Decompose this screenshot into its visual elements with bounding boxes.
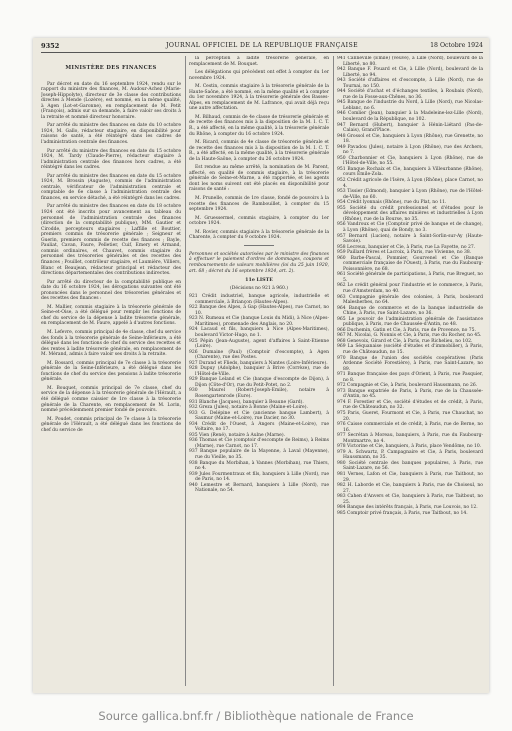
list-entry: 935 Vien (René), notaire à Aulne (Marne). — [189, 432, 286, 438]
list-entry: 956 Vandroux et Cie (Comptoir privé de banque et de change), à Lyon (Rhône), quai de Bondy, no 3. — [337, 222, 483, 233]
list-entry: 977 Secrétan à Moreau, banquiers, à Paris, rue du Faubourg-Montmartre, no 4. — [337, 433, 483, 444]
paragraph: M. Ricard, commis de 4e classe de trésorerie générale et de recette des finances mis à la disposition de la M. I. C. T. R., a été affecté, en la même qualité, à la trésorerie générale de la Haute-Saône, à compter du 26 octobre 1924. — [189, 140, 329, 162]
list-entry: 933 G. Delépine et Cie (ancienne banque Lambert), à Saumur (Maine-et-Loire), rue Dacier, no 30. — [189, 410, 329, 422]
list-entry: 973 Banque expatriée de Paris, à Paris, rue de la Chaussée-d'Antin, no 45. — [337, 388, 483, 400]
list-entry: 952 Crédit agricole de l'Isère, à Lyon (Rhône), place Carnot, no 4. — [337, 178, 483, 189]
list-entry: 965 Le pouvoir de l'administration générale de l'assistance publique, à Paris, rue de Chaussée-d'Antin, no 48. — [337, 316, 483, 328]
source-caption: Source gallica.bnf.fr / Bibliothèque nationale de France — [98, 709, 414, 723]
list-entry: 921 Crédit industriel, banque agricole, industrielle et commerciale, à Briançon (Hautes-Alpes). — [189, 294, 329, 305]
list-entry: 947 Bernard (Hubert), banquier à Hénin-Liétard (Pas-de-Calais), Grand'Place. — [337, 122, 483, 134]
list-entry: 941 Canneville (Émile) (veuve), à Lille (Nord), boulevard de la Liberté, no 80. — [337, 56, 483, 67]
list-entry: 949 Pavadou (Jules), notaire à Lyon (Rhône), rue des Archers, no 7. — [337, 144, 483, 156]
list-entry: 939 Jules Fourmentraux et fils, banquiers à Lille (Nord), rue de Paris, no 14. — [189, 471, 329, 483]
list-entry: 928 Dupuy (Adolphe), banquier à Brive (Corrèze), rue de l'Hôtel-de-Ville. — [189, 366, 329, 377]
page-number: 9352 — [41, 42, 60, 50]
list-entry: 923 N. Rumeau et Cie (banque Louis du Midi), à Nice (Alpes-Maritimes), promenade des Anglais, no 20. — [189, 316, 329, 327]
list-entry: 926 Dumaine (Paul) (Comptoir d'escompte), à Agen (Charente), rue des Postes. — [189, 349, 329, 361]
paragraph: M. Lefevre, commis principal de 4e classe, chef du service des fonds à la trésorerie générale de Seine-Inférieure, a été délégué dans les fonctions de chef du service des recettes et des rentes à ladite trésorerie générale, en remplacement de M. Mérand, admis à faire valoir ses droits à la retraite. — [41, 329, 181, 358]
list-entry: 969 La Séquanaise (société d'études et d'immobilier), à Paris, rue de Châteaudun, no 15. — [337, 344, 483, 355]
list-title: 11e LISTE — [245, 277, 273, 284]
list-entry: 974 F. Forestier et Cie, société d'études et de crédit, à Paris, rue de Châteaudun, no 32. — [337, 399, 483, 411]
list-entry: 945 Banque de l'industrie du Nord, à Lille (Nord), rue Nicolas-Leblanc, no 6. — [337, 100, 483, 111]
list-entry: 971 Banque française des pays d'Orient, à Paris, rue Pasquier, no 8. — [337, 372, 483, 383]
subsection-title: Personnes et sociétés autorisées par le ministre des finances à effectuer le paiement d'ordres de dommages, coupons et remboursements de valeurs mobilières (loi du 25 juin 1920, art. 68 ; décret du 16 septembre 1924, art. 2). — [189, 251, 329, 274]
list-entry: 922 Banque des Alpes, à Gap (Hautes-Alpes), rue Carnot, no 10. — [189, 305, 329, 316]
list-entry: 932 Greza (Jules), notaire à Bonne (Maine-et-Loire). — [189, 405, 308, 411]
list-entry: 950 Charbonnier et Cie, banquiers à Lyon (Rhône), rue de l'Hôtel-de-Ville, no 55. — [337, 155, 483, 167]
list-entry: 967 M. Nicolai, G. Nonnis et Cie, à Paris, rue du Rocher, no 45. — [337, 333, 482, 339]
column-1 — [41, 56, 181, 686]
list-entry: 976 Caisse commerciale et de crédit, à Paris, rue de Berne, no 16. — [337, 422, 483, 433]
list-entry: 940 Lemestre et Bernard, banquiers à Lille (Nord), rue Nationale, no 54. — [189, 482, 329, 494]
entry-list — [337, 56, 483, 516]
list-entry: 948 Grossol et Cie, banquiers à Lyon (Rhône), rue Grenette, no 18. — [337, 133, 483, 145]
paragraph: Par décret en date du 16 septembre 1924, rendu sur le rapport du ministre des finances, M. Audour-Achez (Marie-Joseph-Hippolyte), directeur de 3e classe des contributions directes à Mende (Lozère), est nommé, en la même qualité, à Agen (Lot-et-Garonne), en remplacement de M. Petit (François), admis sur sa demande, à faire valoir ses droits à la retraite et nommé directeur honoraire. — [41, 81, 181, 120]
paragraph: M. Rovier, commis stagiaire à la trésorerie générale de la Charente, à compter du 9 octobre 1924. — [189, 229, 329, 241]
paragraph: Les délégations qui précèdent ont effet à compter du 1er novembre 1924. — [189, 70, 329, 81]
list-entry: 958 Lecreux, banquier et Cie, à Paris, rue La Fayette, no 27. — [337, 244, 476, 250]
paragraph: Par arrêté du directeur de la comptabilité publique en date du 16 octobre 1924, les dérogations suivantes ont été prononcées dans le personnel des trésoreries générales et des recettes des finances : — [41, 279, 181, 302]
list-entry: 927 Durand et Flieds, banquiers à Nantes (Loire-Inférieure). — [189, 360, 328, 366]
header-rule — [41, 52, 483, 53]
section-title: MINISTÈRE DES FINANCES — [65, 65, 157, 71]
list-entry: 942 Banque F. Pouard et Cie, à Lille (Nord), boulevard de la Liberté, no 94. — [337, 67, 483, 78]
list-entry: 934 Crédit de l'Ouest, à Angers (Maine-et-Loire), rue Voltaire, no 17. — [189, 421, 329, 433]
list-entry: 960 Barbe-Pascal, Pommier, Gourvenel et Cie (Banque commerciale française de l'Ouest), à Paris, rue du Faubourg-Poissonnière, no 68. — [337, 255, 483, 272]
paragraph: Par arrêté du ministre des finances en date du 15 octobre 1924, M. Brossin (Auguste), commis de l'administration centrale, vérificateur de l'administration centrale et comptable de 6e classe à l'administration centrale des finances, en service détaché, a été réintégré dans les cadres. — [41, 173, 181, 201]
list-entry: 963 Compagnie générale des colonies, à Paris, boulevard Malesherbes, no 64. — [337, 294, 483, 306]
list-entry: 982 H. Laborde et Cie, banquiers à Paris, rue de Choiseul, no 27. — [337, 483, 483, 494]
column-divider — [333, 56, 334, 686]
list-entry: 980 Société centrale des banques populaires, à Paris, rue Saint-Lazare, no 56. — [337, 460, 483, 472]
paragraph: la perception à ladite trésorerie générale, en remplacement de M. Bouquet. — [189, 56, 329, 67]
paragraph: M. Bilhaud, commis de 4e classe de trésorerie générale et de recette des finances mis à la disposition de la M. I. C. T. R., a été affecté, en la même qualité, à la trésorerie générale du Rhône, à compter du 16 octobre 1924. — [189, 114, 329, 137]
list-entry: 972 Compagnie et Cie, à Paris, boulevard Haussmann, no 26. — [337, 383, 478, 389]
list-entry: 946 Comlier (Jean), banquier à la Madeleine-lez-Lille (Nord), boulevard de la République, no 102. — [337, 111, 483, 123]
column-2 — [189, 56, 329, 686]
list-entry: 981 Vernes, Lafon et Cie, banquiers à Paris, rue Taitbout, no 29. — [337, 472, 483, 483]
paragraph: Est rendue au même arrêté, la nomination de M. Parent, affecté, en qualité de commis stagiaire, à la trésorerie générale de Seine-et-Marne, a été rapportée, et les agents dont les noms suivent ont été placés en disponibilité pour raisons de santé : — [189, 165, 329, 193]
list-entry: 970 Banque de l'union des sociétés coopératives (Paris Ardenne Société Forestière), à Paris, rue Saint-Lazare, no 89. — [337, 355, 483, 372]
list-entry: 964 Banque de commerce et de la banque industrielle de Chine, à Paris, rue Saint-Lazare, no 36. — [337, 305, 483, 317]
list-entry: 966 Duchemin, Gatin et Cie, à Paris, rue de Provence, no 75. — [337, 327, 476, 333]
list-entry: 984 Banque des intérêts français, à Paris, rue Louvois, no 12. — [337, 505, 478, 511]
list-entry: 954 Crédit lyonnais (Rhône), rue du Plat, no 11. — [337, 200, 447, 206]
entry-list — [189, 294, 329, 494]
list-entry: 961 Société générale de participations, à Paris, rue Breguet, no 5. — [337, 272, 483, 283]
newspaper-page — [33, 38, 489, 693]
list-entry: 944 Société d'achat et d'échanges textiles, à Roubaix (Nord), rue de la Fosse-aux-Chênes, no 36. — [337, 89, 483, 100]
paragraph: Par arrêté du ministre des finances en date du 10 octobre 1924, M. Gallo, rédacteur stagiaire, en disponibilité pour raisons de santé, a été réintégré dans les cadres de l'administration centrale des finances. — [41, 123, 181, 146]
column-divider — [185, 56, 186, 686]
list-entry: 937 Banque populaire de la Mayenne, à Laval (Mayenne), rue du Vieille, no 35. — [189, 449, 329, 460]
list-entry: 924 Lacaud et fils, banquiers à Nice (Alpes-Maritimes), boulevard Victor-Hugo, no 1. — [189, 327, 329, 338]
list-entry: 955 Société du crédit professionnel et d'études pour le développement des affaires minières et industrielles à Lyon (Rhône), rue de la Bourse, no 35. — [337, 205, 483, 222]
list-entry: 957 Bernard (Lucien), notaire à Saint-Sorlin-sur-Ay (Haute-Savoie). — [337, 233, 483, 245]
list-entry: 959 Paillard frères et Lacroix, à Paris, rue Vivienne, no 38. — [337, 250, 472, 256]
list-subtitle: (Décisions no 921 à 960.) — [229, 285, 289, 291]
list-entry: 951 Banque Rochaix et Cie, banquiers à Villeurbanne (Rhône), cours Émile-Zola. — [337, 166, 483, 178]
paragraph: M. Bossard, commis principal de 7e classe à la trésorerie générale de la Seine-Inférieure, a été délégué dans les fonctions de chef du service des pensions à ladite trésorerie générale. — [41, 360, 181, 383]
section-rule — [244, 245, 274, 246]
list-entry: 936 Thomas et Cie (comptoir d'escompte de Reims), à Reims (Marne), rue Carnot, no 17. — [189, 438, 329, 449]
paragraph: M. Bouquet, commis principal de 7e classe, chef du service de la dépense à la trésorerie générale de l'Hérault, a été délégué comme caissier de 1re classe à la trésorerie générale de la Charente, en remplacement de M. Lorin, nommé précédemment premier fondé de pouvoirs. — [41, 385, 181, 414]
list-entry: 968 Genevoix, Girard et Cie, à Paris, rue Richelieu, no 102. — [337, 338, 473, 344]
paragraph: M. Prunelle, commis de 1re classe, fondé de pouvoirs à la recette des finances de Rambouillet, à compter du 15 septembre 1924. — [189, 196, 329, 213]
list-entry: 929 Banque Leland et Cie (banque d'escompte de Dijon), à Dijon (Côte-d'Or), rue du Petit-Potet, no 2. — [189, 377, 329, 388]
list-entry: 962 Le crédit général pour l'industrie et le commerce, à Paris, rue d'Amsterdam, no 40. — [337, 283, 483, 294]
list-entry: 930 Maurel (Robert-Joseph-Emile), notaire à Rosengartenrode (Eure). — [189, 388, 329, 399]
list-entry: 983 Cahen d'Anvers et Cie, banquiers à Paris, rue Taitbout, no 25. — [337, 494, 483, 505]
list-entry: 943 Société d'affaires et d'escompte, à Lille (Nord), rue de Tournai, no 150. — [337, 78, 483, 89]
paragraph: M. Gruessermel, commis stagiaire, à compter du 1er octobre 1924. — [189, 215, 329, 227]
paragraph: M. Cestin, commis stagiaire à la trésorerie générale de la Haute-Saône, a été nommé, en la même qualité et à compter du 1er novembre 1924, à la trésorerie générale des Basses-Alpes, en remplacement de M. Lafrance, qui avait déjà reçu une autre affectation. — [189, 84, 329, 112]
list-entry: 979 A. Schwartz, P. Campagnaire et Cie, à Paris, boulevard Haussmann, no 35. — [337, 449, 483, 461]
journal-title: JOURNAL OFFICIEL DE LA REPUBLIQUE FRANÇAISE — [166, 42, 358, 49]
paragraph: M. Mallier, commis stagiaire à la trésorerie générale de Seine-et-Oise, a été délégué pour remplir les fonctions de chef du service de la dépense à ladite trésorerie générale, en remplacement de M. Faure, appelé à d'autres fonctions. — [41, 304, 181, 327]
list-entry: 978 Victorine et Cie, banquiers, à Paris, place Vendôme, no 10. — [337, 444, 482, 450]
list-entry: 975 Paris, Gueret, Fourmont et Cie, à Paris, rue Chauchat, no 20. — [337, 411, 483, 422]
list-entry: 931 Blanche (Jacques), banquier à Beaune (Gard). — [189, 399, 304, 405]
list-entry: 938 Banque du Morbihan, à Vannes (Morbihan), rue Thiers, no 4. — [189, 460, 329, 472]
list-entry: 925 Pépin (Jean-Auguste), agent d'affaires à Saint-Etienne (Loire). — [189, 338, 329, 350]
paragraph: M. Poudet, commis principal de 7e classe à la trésorerie générale de l'Hérault, a été délégué dans les fonctions de chef du service de — [41, 416, 181, 433]
issue-date: 18 Octobre 1924 — [430, 42, 483, 49]
paragraph: Par arrêté du ministre des finances en date du 15 octobre 1924, M. Tardy (Claude-Pierre), rédacteur stagiaire à l'administration centrale des finances hors cadres, a été réintégré dans les cadres. — [41, 148, 181, 171]
list-entry: 985 Comptoir privé français, à Paris, rue Taitbout, no 14. — [337, 510, 468, 516]
list-entry: 953 Tissier (Edmond), banquier à Lyon (Rhône), rue de l'Hôtel-de-Ville, no 60. — [337, 189, 483, 200]
column-3 — [337, 56, 483, 686]
paragraph: Par arrêté du ministre des finances en date du 18 octobre 1924 ont été inscrits pour avancement au tableau du personnel de l'administration centrale des finances (direction de la comptabilité publique), MM. Gautier et Cirodde, percepteurs stagiaires ; Laffille et Bouttier, premiers commis de trésorerie générale ; Seigneur et Guerin, premiers commis de recette des finances ; Bayle, Pauliat, Cavan, Faure, Pelletier, Cuif, Emery et Armand, commis ordinaires, et Chauvet, commis stagiaire du personnel des trésoreries générales et des recettes des finances ; Pouillet, contrôleur stagiaire, et Laumière, Villiers, Blanc et Beaujean, rédacteur principal et rédacteur des directions départementales des contributions indirectes. — [41, 204, 181, 277]
